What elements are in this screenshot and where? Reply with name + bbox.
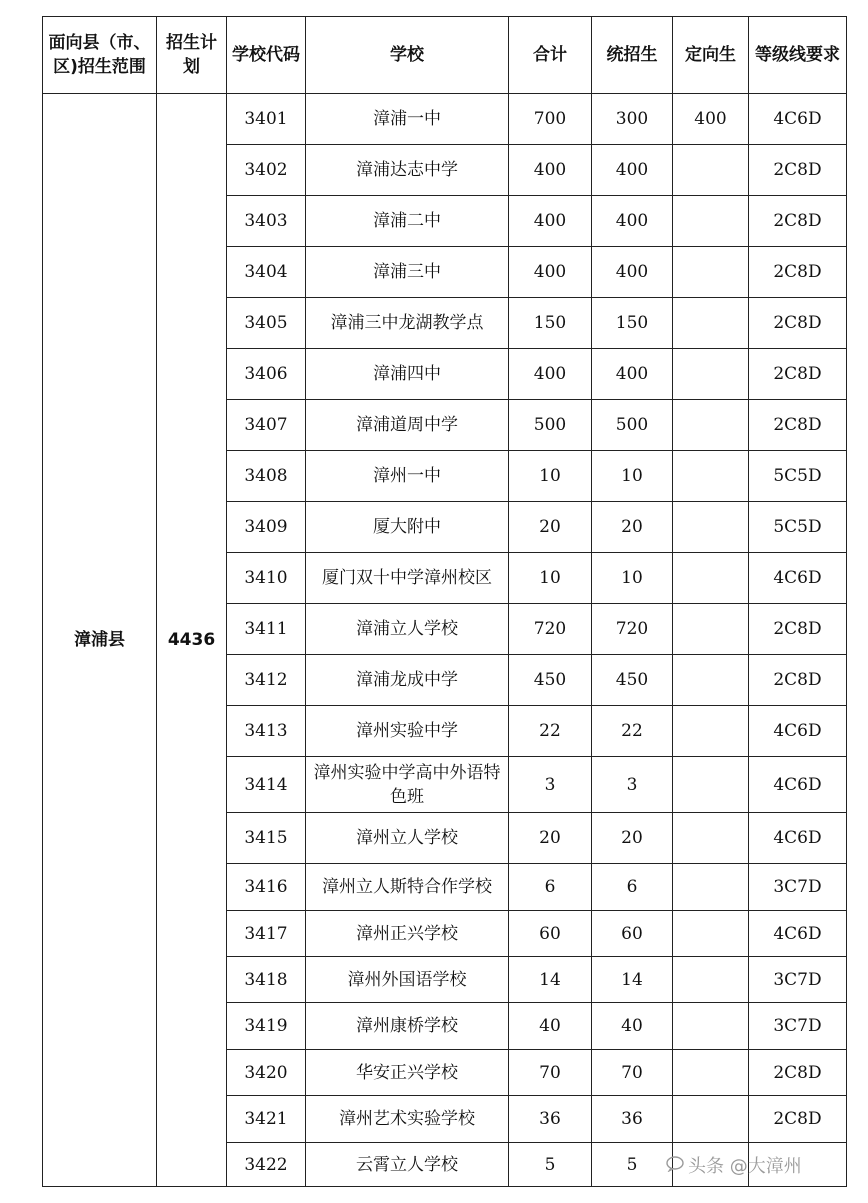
school-cell: 漳浦一中 <box>306 94 509 145</box>
table-row <box>43 94 847 145</box>
unified-cell: 150 <box>592 298 673 349</box>
grade-cell: 2C8D <box>749 196 847 247</box>
grade-cell: 4C6D <box>749 94 847 145</box>
directed-cell <box>673 400 749 451</box>
grade-cell: 2C8D <box>749 655 847 706</box>
total-cell: 450 <box>509 655 592 706</box>
grade-cell: 3C7D <box>749 957 847 1003</box>
code-cell: 3405 <box>227 298 306 349</box>
total-cell: 20 <box>509 502 592 553</box>
header-total: 合计 <box>509 17 592 94</box>
code-cell: 3412 <box>227 655 306 706</box>
total-cell: 10 <box>509 451 592 502</box>
directed-cell <box>673 864 749 911</box>
directed-cell <box>673 196 749 247</box>
school-cell: 漳浦三中龙湖教学点 <box>306 298 509 349</box>
header-directed: 定向生 <box>673 17 749 94</box>
code-cell: 3418 <box>227 957 306 1003</box>
school-cell: 漳州实验中学高中外语特色班 <box>306 757 509 813</box>
code-cell: 3413 <box>227 706 306 757</box>
total-cell: 40 <box>509 1003 592 1050</box>
header-row <box>43 17 847 94</box>
enrollment-table <box>42 16 847 1187</box>
school-cell: 漳州外国语学校 <box>306 957 509 1003</box>
grade-cell: 3C7D <box>749 1003 847 1050</box>
directed-cell <box>673 1050 749 1096</box>
directed-cell <box>673 145 749 196</box>
grade-cell: 4C6D <box>749 706 847 757</box>
unified-cell: 6 <box>592 864 673 911</box>
school-cell: 漳浦达志中学 <box>306 145 509 196</box>
school-cell: 漳州艺术实验学校 <box>306 1096 509 1143</box>
total-cell: 10 <box>509 553 592 604</box>
watermark-text: 头条 @大漳州 <box>688 1156 802 1177</box>
unified-cell: 400 <box>592 145 673 196</box>
directed-cell <box>673 502 749 553</box>
school-cell: 厦大附中 <box>306 502 509 553</box>
total-cell: 70 <box>509 1050 592 1096</box>
directed-cell <box>673 298 749 349</box>
school-cell: 漳州实验中学 <box>306 706 509 757</box>
grade-cell: 3C7D <box>749 864 847 911</box>
unified-cell: 720 <box>592 604 673 655</box>
school-cell: 漳浦四中 <box>306 349 509 400</box>
total-cell: 5 <box>509 1143 592 1187</box>
code-cell: 3414 <box>227 757 306 813</box>
school-cell: 华安正兴学校 <box>306 1050 509 1096</box>
unified-cell: 40 <box>592 1003 673 1050</box>
code-cell: 3408 <box>227 451 306 502</box>
school-cell: 漳州立人学校 <box>306 813 509 864</box>
code-cell: 3401 <box>227 94 306 145</box>
total-cell: 400 <box>509 247 592 298</box>
directed-cell <box>673 247 749 298</box>
code-cell: 3419 <box>227 1003 306 1050</box>
grade-cell: 2C8D <box>749 247 847 298</box>
directed-cell <box>673 911 749 957</box>
total-cell: 14 <box>509 957 592 1003</box>
directed-cell <box>673 349 749 400</box>
unified-cell: 300 <box>592 94 673 145</box>
code-cell: 3404 <box>227 247 306 298</box>
code-cell: 3416 <box>227 864 306 911</box>
header-school: 学校 <box>306 17 509 94</box>
grade-cell: 2C8D <box>749 145 847 196</box>
grade-cell: 4C6D <box>749 553 847 604</box>
school-cell: 漳州立人斯特合作学校 <box>306 864 509 911</box>
grade-cell: 2C8D <box>749 298 847 349</box>
unified-cell: 36 <box>592 1096 673 1143</box>
code-cell: 3417 <box>227 911 306 957</box>
code-cell: 3420 <box>227 1050 306 1096</box>
unified-cell: 10 <box>592 553 673 604</box>
grade-cell: 2C8D <box>749 1096 847 1143</box>
school-cell: 漳浦道周中学 <box>306 400 509 451</box>
grade-cell: 2C8D <box>749 1050 847 1096</box>
directed-cell <box>673 451 749 502</box>
unified-cell: 400 <box>592 247 673 298</box>
grade-cell: 4C6D <box>749 911 847 957</box>
header-plan: 招生计划 <box>157 17 227 94</box>
school-cell: 厦门双十中学漳州校区 <box>306 553 509 604</box>
unified-cell: 10 <box>592 451 673 502</box>
code-cell: 3406 <box>227 349 306 400</box>
header-unified: 统招生 <box>592 17 673 94</box>
code-cell: 3410 <box>227 553 306 604</box>
directed-cell <box>673 553 749 604</box>
directed-cell <box>673 1096 749 1143</box>
grade-cell: 2C8D <box>749 400 847 451</box>
total-cell: 60 <box>509 911 592 957</box>
school-cell: 漳浦二中 <box>306 196 509 247</box>
total-cell: 400 <box>509 349 592 400</box>
code-cell: 3415 <box>227 813 306 864</box>
total-cell: 36 <box>509 1096 592 1143</box>
unified-cell: 22 <box>592 706 673 757</box>
grade-cell: 4C6D <box>749 757 847 813</box>
table-body <box>43 94 847 1187</box>
directed-cell <box>673 1003 749 1050</box>
total-cell: 720 <box>509 604 592 655</box>
school-cell: 云霄立人学校 <box>306 1143 509 1187</box>
total-cell: 500 <box>509 400 592 451</box>
code-cell: 3407 <box>227 400 306 451</box>
unified-cell: 70 <box>592 1050 673 1096</box>
grade-cell: 4C6D <box>749 813 847 864</box>
school-cell: 漳浦三中 <box>306 247 509 298</box>
grade-cell: 2C8D <box>749 349 847 400</box>
total-cell: 400 <box>509 145 592 196</box>
unified-cell: 400 <box>592 349 673 400</box>
region-cell: 漳浦县 <box>43 94 157 1187</box>
school-cell: 漳浦立人学校 <box>306 604 509 655</box>
total-cell: 20 <box>509 813 592 864</box>
directed-cell <box>673 957 749 1003</box>
header-region: 面向县（市、区)招生范围 <box>43 17 157 94</box>
unified-cell: 5 <box>592 1143 673 1187</box>
total-cell: 6 <box>509 864 592 911</box>
unified-cell: 60 <box>592 911 673 957</box>
grade-cell: 2C8D <box>749 604 847 655</box>
grade-cell: 5C5D <box>749 502 847 553</box>
watermark <box>666 1152 802 1178</box>
directed-cell <box>673 604 749 655</box>
code-cell: 3411 <box>227 604 306 655</box>
unified-cell: 20 <box>592 502 673 553</box>
code-cell: 3403 <box>227 196 306 247</box>
unified-cell: 14 <box>592 957 673 1003</box>
unified-cell: 20 <box>592 813 673 864</box>
directed-cell <box>673 757 749 813</box>
unified-cell: 500 <box>592 400 673 451</box>
school-cell: 漳州正兴学校 <box>306 911 509 957</box>
directed-cell <box>673 813 749 864</box>
total-cell: 700 <box>509 94 592 145</box>
directed-cell <box>673 706 749 757</box>
unified-cell: 3 <box>592 757 673 813</box>
total-cell: 150 <box>509 298 592 349</box>
unified-cell: 400 <box>592 196 673 247</box>
code-cell: 3402 <box>227 145 306 196</box>
school-cell: 漳浦龙成中学 <box>306 655 509 706</box>
header-grade: 等级线要求 <box>749 17 847 94</box>
plan-total-cell: 4436 <box>157 94 227 1187</box>
chat-bubble-icon <box>666 1156 684 1177</box>
header-code: 学校代码 <box>227 17 306 94</box>
total-cell: 400 <box>509 196 592 247</box>
code-cell: 3421 <box>227 1096 306 1143</box>
school-cell: 漳州一中 <box>306 451 509 502</box>
unified-cell: 450 <box>592 655 673 706</box>
school-cell: 漳州康桥学校 <box>306 1003 509 1050</box>
grade-cell: 5C5D <box>749 451 847 502</box>
directed-cell: 400 <box>673 94 749 145</box>
code-cell: 3409 <box>227 502 306 553</box>
total-cell: 3 <box>509 757 592 813</box>
total-cell: 22 <box>509 706 592 757</box>
code-cell: 3422 <box>227 1143 306 1187</box>
directed-cell <box>673 655 749 706</box>
